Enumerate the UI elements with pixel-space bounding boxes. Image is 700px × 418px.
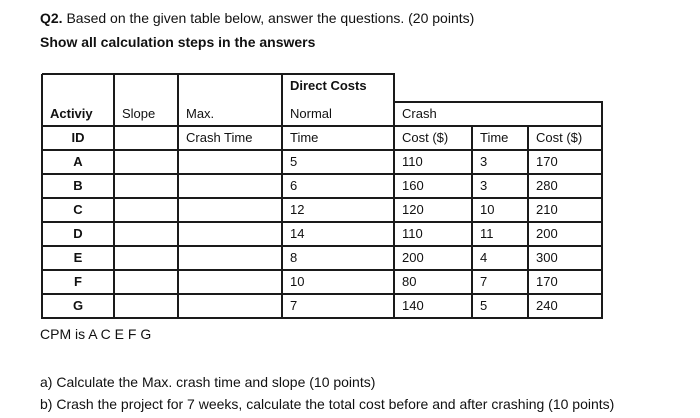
- normal-cost-value: 110: [402, 226, 423, 241]
- crash-cost-value: 210: [536, 202, 558, 217]
- header-normal-cost: Cost ($): [402, 130, 449, 145]
- normal-time-value: 5: [290, 154, 298, 169]
- normal-cost-value: 110: [402, 154, 423, 169]
- max-crash-time-value: [178, 295, 282, 318]
- header-id: ID: [71, 130, 85, 145]
- header-normal: Normal: [290, 106, 332, 121]
- slope-value: [114, 151, 178, 174]
- header-slope-sub: [114, 127, 178, 150]
- header-crash-time-col: Time: [480, 130, 509, 145]
- crash-time-value: 5: [480, 298, 488, 313]
- question-b: b) Crash the project for 7 weeks, calculate the total cost before and after crashing (10 points): [40, 396, 615, 412]
- crash-cost-value: 200: [536, 226, 558, 241]
- normal-time-value: 10: [290, 274, 305, 289]
- normal-time-value: 7: [290, 298, 298, 313]
- header-crash-time: Crash Time: [186, 130, 253, 145]
- activity-id: A: [73, 154, 83, 169]
- max-crash-time-value: [178, 271, 282, 294]
- crash-cost-value: 170: [536, 274, 558, 289]
- max-crash-time-value: [178, 175, 282, 198]
- max-crash-time-value: [178, 223, 282, 246]
- slope-value: [114, 295, 178, 318]
- activity-id: F: [74, 274, 82, 289]
- slope-value: [114, 247, 178, 270]
- max-crash-time-value: [178, 247, 282, 270]
- header-activity: Activiy: [50, 106, 93, 121]
- crash-cost-value: 170: [536, 154, 558, 169]
- normal-time-value: 14: [290, 226, 305, 241]
- crash-time-value: 10: [480, 202, 495, 217]
- slope-value: [114, 175, 178, 198]
- instruction-text: Show all calculation steps in the answers: [40, 34, 316, 50]
- header-normal-time: Time: [290, 130, 319, 145]
- question-a: a) Calculate the Max. crash time and slope (10 points): [40, 374, 376, 390]
- crash-cost-value: 300: [536, 250, 558, 265]
- slope-value: [114, 223, 178, 246]
- crash-time-value: 7: [480, 274, 488, 289]
- activity-id: D: [73, 226, 83, 241]
- normal-time-value: 6: [290, 178, 298, 193]
- header-direct-costs: Direct Costs: [290, 78, 367, 93]
- crash-cost-value: 240: [536, 298, 558, 313]
- slope-value: [114, 271, 178, 294]
- activity-id: E: [73, 250, 83, 265]
- max-crash-time-value: [178, 151, 282, 174]
- activity-id: G: [72, 298, 84, 313]
- activity-id: B: [73, 178, 83, 193]
- header-max: Max.: [186, 106, 215, 121]
- slope-value: [114, 199, 178, 222]
- question-text: Based on the given table below, answer the questions. (20 points): [66, 10, 475, 26]
- crash-time-value: 3: [480, 178, 488, 193]
- normal-cost-value: 120: [402, 202, 424, 217]
- crash-time-value: 11: [480, 226, 494, 241]
- header-slope: Slope: [122, 106, 156, 121]
- normal-cost-value: 80: [402, 274, 417, 289]
- activity-id: C: [73, 202, 83, 217]
- cpm-note: CPM is A C E F G: [40, 326, 152, 342]
- normal-cost-value: 160: [402, 178, 424, 193]
- question-title: [40, 10, 474, 26]
- normal-cost-value: 140: [402, 298, 424, 313]
- header-crash: Crash: [402, 106, 437, 121]
- header-crash-cost: Cost ($): [536, 130, 583, 145]
- question-number: Q2.: [40, 10, 63, 26]
- crash-time-value: 4: [480, 250, 488, 265]
- max-crash-time-value: [178, 199, 282, 222]
- crash-cost-value: 280: [536, 178, 558, 193]
- normal-cost-value: 200: [402, 250, 424, 265]
- normal-time-value: 8: [290, 250, 298, 265]
- crash-time-value: 3: [480, 154, 488, 169]
- normal-time-value: 12: [290, 202, 305, 217]
